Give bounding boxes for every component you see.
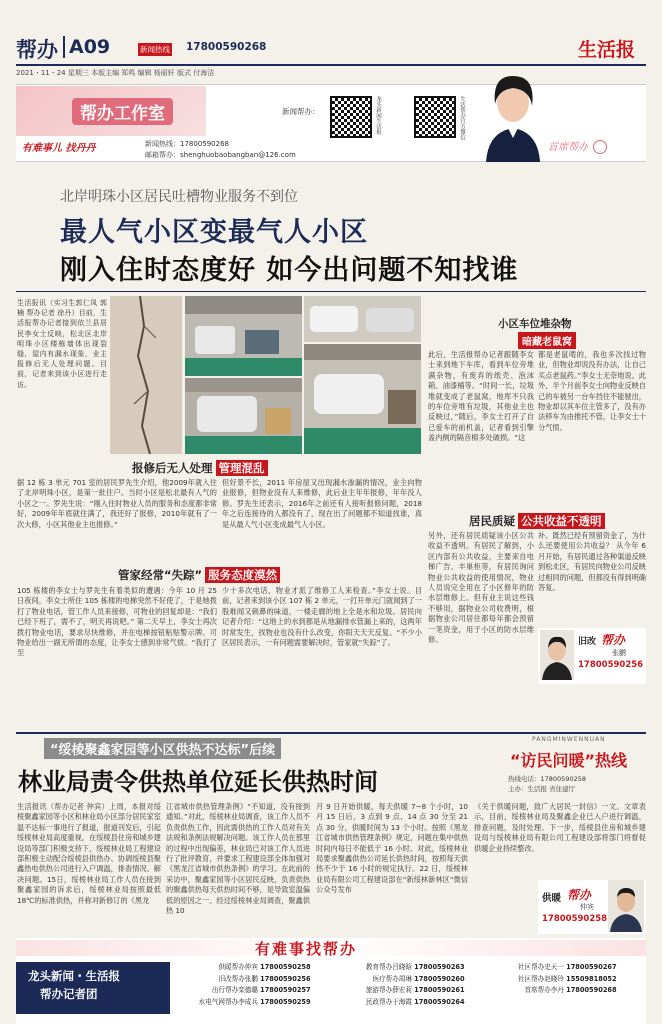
article1-p4b: 补。既然已经有预留资金了，为什么还要使用公共收益？ 从今年 6 月开始，有居民通过各种渠道反映到松北区，有居民向物业公司反映过相同的问题，但都没有得到明确答复。 — [538, 531, 646, 593]
divider — [63, 36, 65, 58]
contact-row — [176, 962, 326, 974]
contact-role: 水电气网帮办李成兵 — [198, 997, 258, 1006]
reporter1-brand: 帮办 — [601, 633, 626, 647]
wechat-label: 新闻帮办： — [282, 107, 320, 116]
article2-col2: 江省城市供热管理条例》“不知道，没有接到通知。”对此，绥棱林业局调查，该工作人员不负责供热工作，因此需供热的工作人员对有关法规和条例法规解决问题。该工作人员在那里的过程中出现偏差，林业局已对该工作人员进行了批评教育，并要求工程建设部全体加强对《黑龙江省城市供热条例》的学习。在此前的采访中，聚鑫家园等小区居民反映，负责供热的聚鑫供热每天供热时间不够，是导致室温偏低的原因之一。经过绥棱林业局调查，聚鑫供热 10 — [166, 802, 310, 916]
photo-garage-2 — [304, 296, 421, 342]
contact-row — [176, 997, 326, 1009]
article1-p1: 据 12 栋 3 单元 701 室的居民罗先生介绍，他2009年就入住了北岸明珠小区，是第一批住户。当时小区是松北最有人气的小区之一。罗先生说：“刚入住时物业人员的服务和态度都非常好，2009年年底就住满了，我还好了报修，2010年就有了一次大修，小区其他业主也报修。” — [17, 478, 217, 529]
contact-row — [484, 985, 644, 997]
qr2-caption: 生活帮办官方微信 — [459, 96, 465, 140]
article1-p3b: 都是老鼠啃的，我也多次找过物业，但物业却说没有办法，让自己买点老鼠药。”李女士无奈地说。此外，半个月前李女士向物业反映自己的车被另一台车挡住不能驶出，物业却以其车位主管多了，没有办法移车为由推托不管，让李女士十分气愤。 — [538, 350, 646, 432]
article1-headline2: 刚入住时态度好 如今出问题不知找谁 — [60, 255, 519, 286]
qr-code-1 — [330, 96, 372, 138]
header-rule — [16, 64, 646, 66]
photo-garage-3 — [185, 378, 302, 454]
contact-row — [330, 997, 480, 1009]
contact-phone: 17800590258 — [260, 963, 311, 971]
rule — [16, 732, 646, 734]
reporter1-label: 旧改 — [578, 637, 597, 647]
studio-title: 帮办工作室 — [72, 98, 173, 125]
article1-p3: 此后，生活报帮办记者跟随李女士来到地下车库，看到车位旁堆满杂物，有废弃的纸壳、泡沫箱、油漆桶等。“时间一长，垃圾堆就变成了老鼠窝，地库不只我的车位旁堆有垃圾，其他业主也反映过，”随后，李女士打开了自己爱车的前机盖，记者看到引擎盖内侧的隔音棉多处破损。“这 — [428, 350, 534, 443]
contacts-col2 — [330, 962, 480, 1008]
column-editor: 主办：生活报 省住建厅 — [508, 785, 576, 793]
column-tag: PANGMINWENNUAN — [532, 736, 606, 743]
page-number: A09 — [69, 36, 111, 58]
photo-garage-4 — [304, 344, 421, 454]
article1-p1b: 但好景不长，2011 年房屋又出现漏水渗漏的情况，业主向物业报修，但物业没有人来维修，此后业主年年报修，年年没人修。罗先生还表示，2016年之前还有人接听报修问题，2018年之后连接待的人都没有了，现在出了问题都不知道找谁，真是从最人气小区变成最气人小区。 — [222, 478, 422, 529]
footer-left-line1: 龙头新闻・生活报 — [28, 969, 120, 983]
subhead-text: 管家经常“失踪” — [118, 568, 203, 582]
contact-role: 社区帮办史天一 — [517, 963, 564, 971]
contact-role: 民政帮办于海霞 — [365, 997, 412, 1006]
reporter2-phone: 17800590258 — [542, 914, 608, 924]
subhead-text: 报修后无人处理 — [132, 461, 213, 475]
contact-phone: 15509818052 — [566, 974, 617, 983]
subhead-tag: 服务态度漠然 — [205, 567, 280, 583]
article1-kicker: 北岸明珠小区居民吐槽物业服务不到位 — [60, 189, 298, 205]
subhead-tag: 公共收益不透明 — [518, 513, 605, 529]
qr-code-2 — [414, 96, 456, 138]
column-hotline: 热线电话：17800590258 — [508, 775, 586, 783]
subhead-text: 居民质疑 — [469, 514, 515, 528]
contact-role: 社区帮办赵晓玲 — [517, 974, 564, 983]
contact-row — [330, 985, 480, 997]
contact-role: 旅游帮办薛宏莉 — [365, 986, 412, 994]
article2-kicker: “绥棱聚鑫家园等小区供热不达标”后续 — [44, 738, 281, 759]
reporter1-phone: 17800590256 — [578, 660, 644, 670]
contact-role: 旧改帮办张鹏 — [218, 974, 258, 983]
reporter2-label: 供暖 — [542, 893, 562, 904]
reporter2-photo — [608, 880, 644, 932]
reporter2-brand: 帮办 — [567, 888, 592, 902]
contact-phone: 17800590264 — [414, 997, 465, 1006]
article2-headline: 林业局责令供热单位延长供热时间 — [18, 768, 378, 796]
contact-role: 首席帮办李丹 — [524, 986, 564, 994]
brand-logo: 生活报 — [578, 39, 636, 61]
contact-role: 教育帮办吕晓晗 — [365, 963, 412, 971]
section-title: 帮办 — [16, 38, 58, 62]
subhead-no-response — [132, 460, 268, 476]
contact-row — [484, 974, 644, 986]
photo-cracked-wall — [110, 296, 182, 454]
rule — [16, 291, 646, 292]
contact-phone: 17800590263 — [414, 963, 465, 971]
contact-row — [176, 985, 326, 997]
contact-phone: 17800590261 — [414, 986, 465, 994]
footer-banner-title: 有难事找帮办 — [255, 940, 358, 958]
contact-row — [330, 974, 480, 986]
subhead-tag: 管理混乱 — [216, 460, 268, 476]
contacts-col3 — [484, 962, 644, 997]
article1-p4: 另外，还有居民质疑该小区公共收益不透明。有居民了解到，小区内部有公共收益，主要来自电梯广告、丰巢柜等，有居民询问物业公共收益的使用情况，物业人员说完全用在了小区修年的防水层维修上。但有业主说这些钱不够用，据物业公司收费明，根据物业公司居住都每年都会预留一笔资金，用于小区的防水层维修。 — [428, 531, 534, 645]
hotline-number: 17800590268 — [186, 41, 267, 53]
contact-phone: 17800590268 — [566, 986, 617, 994]
article1-byline: 生活报讯（实习生郭仁凤 郭楠 帮办记者 徐丹）目前，生活报帮办记者接到依兰县居民李女士反映，松北区北岸明珠小区楼栋墙体出现裂缝，屋内有漏水现象，业主报修后无人处理问题。目前，记者来到该小区进行走访。 — [17, 299, 107, 389]
dateline: 2021・11・24 星期三 本版主编 郑鸣 编辑 杨丽轩 版式 付海洁 — [16, 69, 215, 77]
article2-col1: 生活报讯（帮办记者 仲宾）上周，本报对绥棱聚鑫家园等小区和林业局小区部分居民家室温不达标一事进行了报道，报道刊发后，引起绥棱林业局高度重视，在绥棱县住房和城乡建设局等部门积极支持下，绥棱林业局工程建设部积极主动配合绥棱县供热办、协调绥棱县聚鑫热电供热公司进行入户调温，排查情况、解决问题。15日，绥棱林业局工作人员在接到聚鑫家园的诉求后，绥棱林业局按照最低18℃的标准供热，并称对新修订的《黑龙 — [17, 802, 161, 905]
subhead-parking: 小区车位堆杂物 — [498, 318, 572, 330]
contact-phone: 17800590259 — [260, 997, 311, 1006]
article1-headline1: 最人气小区变最气人小区 — [60, 217, 368, 248]
contact-row — [484, 962, 644, 974]
article1-p2: 105 栋楼的李女士与罗先生有着类似的遭遇：今年 10 月 25 日夜间，李女士所住 105 栋楼的电梯突然不好使了，于是她拨打了物业电话，管工作人员来接修，可物业的回复却是：“我们已经下班了，需不了，明天再说吧。” 第二天早上，李女士再次拨打物业电话，要求尽快维修，并在电梯按钮粘贴警示牌。可物业给出一副无所谓的态度，让李女士感到非常气愤。“我打了至 — [17, 586, 217, 658]
contact-role: 供暖帮办仲宾 — [218, 963, 258, 971]
contact-phone: 17800590256 — [260, 974, 311, 983]
reporter1-name: 张鹏 — [612, 649, 626, 657]
subhead-parking-tag: 暗藏老鼠窝 — [518, 332, 576, 349]
qr1-caption: 龙头新闻生活报 — [375, 96, 381, 135]
contacts-col1 — [176, 962, 326, 1008]
footer-left-line2: 帮办记者团 — [40, 987, 98, 1001]
banner-email: 邮箱帮办：shenghuobaobangban@126.com — [145, 151, 296, 159]
article2-col4: 《关于供暖问题，致广大居民一封信》一文。文章表示，目前，绥棱林业局及聚鑫企业已入户进行调温，排查问题，及时处理。下一步，绥棱县住房和城乡建设局与绥棱林业局有限公司工程建设部将部门将督促供暖企业持续整改。 — [474, 802, 646, 853]
heart-icon — [593, 140, 607, 154]
hotline-badge: 新闻热线 — [140, 45, 170, 54]
subhead-income — [469, 513, 605, 529]
reporter2-name: 仲宾 — [580, 903, 594, 911]
contact-role: 医疗帮办周琳 — [372, 974, 412, 983]
article2-col3: 月 9 日开始供暖，每天供暖 7~8 个小时，10 月 15 日后，3 点到 9 点、14 点 30 分至 21 点 30 分，供暖时间为 13 个小时。按照《黑龙江省城市供热管理条例》规定，问题在集中供热时间内每日不能低于 16 小时。对此，绥棱林业局要求聚鑫供热公司延长供热时间，按照每天供热不少于 16 小时的规定执行。22 日，绥棱林业局有限公司工程建设部在“新绥林新林区”微信公众号发布 — [316, 802, 468, 895]
contact-role: 出行帮办栾德璐 — [211, 986, 258, 994]
article1-p2b: 少十多次电话，物业才派了维修工人来检查。”李女士说。目前，记者来到该小区 107 栋 2 单元，一打开单元门就闻到了一股难闻又刺鼻的味道，一楼走廊的地上全是水和垃圾。居民向记者介绍：“这地上的水到都是从地漏排水管漏上来的，这两年时常发生，找物业也没有什么改变，你阳天天天反复。“不少小区居民表示，一有问题需要解决时，管家就“失踪”了。 — [222, 586, 422, 648]
column-title: “访民问暖”热线 — [510, 751, 628, 770]
reporter1-photo — [540, 630, 574, 680]
subhead-manager-missing — [118, 567, 280, 583]
anchor-photo — [478, 62, 548, 162]
contact-row — [176, 974, 326, 986]
contact-phone: 17800590267 — [566, 963, 617, 971]
banner-hotline: 新闻热线：17800590268 — [145, 140, 229, 148]
contact-row — [330, 962, 480, 974]
banner-slogan: 有难事儿 找丹丹 — [22, 143, 96, 154]
photo-garage-1 — [185, 296, 302, 376]
contact-phone: 17800590260 — [414, 974, 465, 983]
contact-phone: 17800590257 — [260, 986, 311, 994]
anchor-tag: 首席帮办 — [548, 142, 588, 153]
